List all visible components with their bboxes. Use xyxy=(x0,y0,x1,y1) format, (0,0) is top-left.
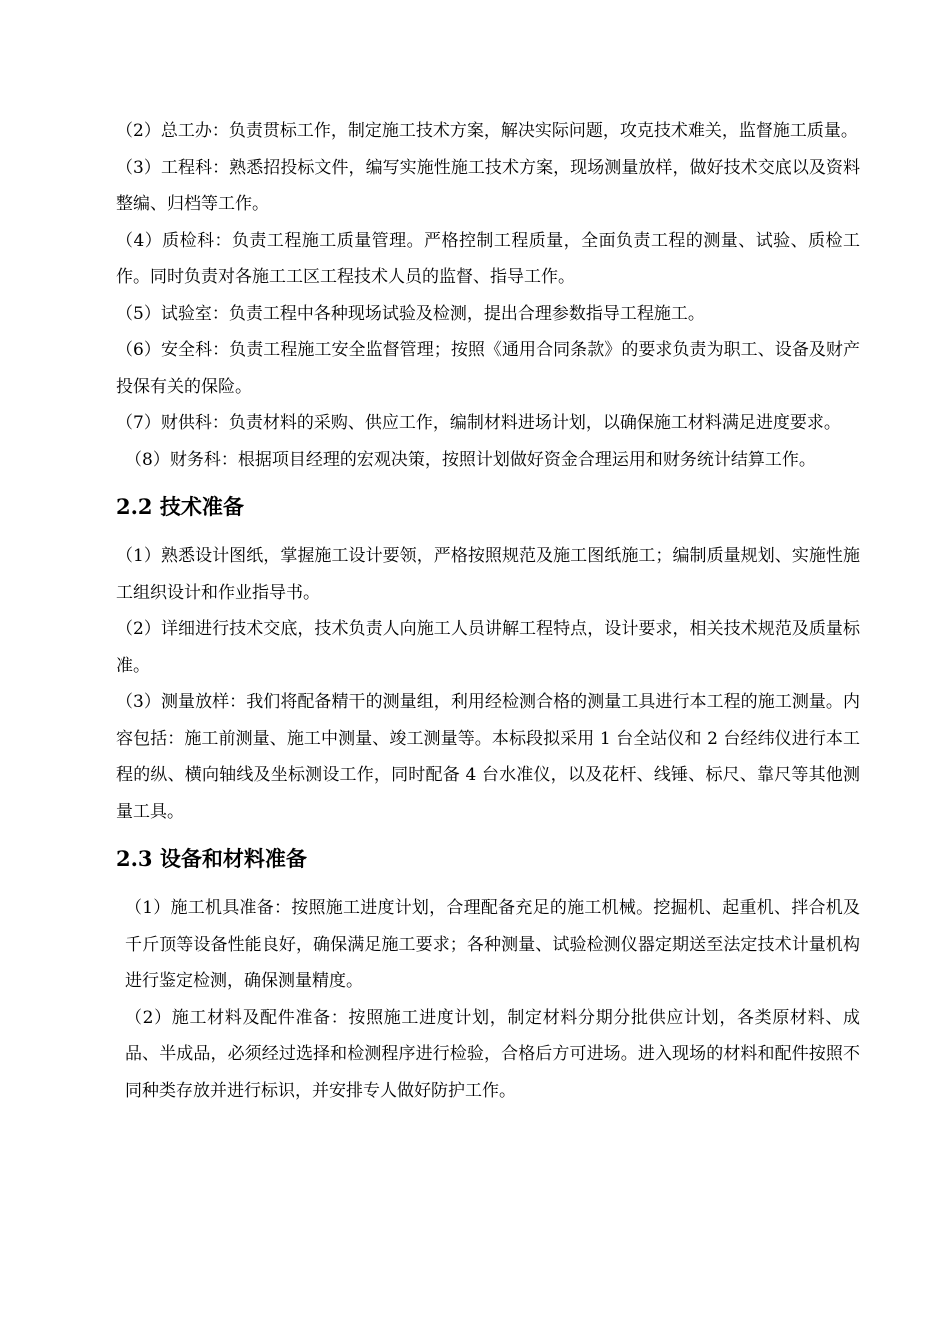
section-paragraph: （2）详细进行技术交底，技术负责人向施工人员讲解工程特点，设计要求，相关技术规范及质量标准。 xyxy=(116,619,860,676)
section-heading: 2.3 设备和材料准备 xyxy=(116,846,307,871)
duty-paragraph: （4）质检科：负责工程施工质量管理。严格控制工程质量，全面负责工程的测量、试验、质检工作。同时负责对各施工工区工程技术人员的监督、指导工作。 xyxy=(116,230,860,287)
duty-paragraph: （8）财务科：根据项目经理的宏观决策，按照计划做好资金合理运用和财务统计结算工作。 xyxy=(125,449,816,470)
section-paragraph: （1）施工机具准备：按照施工进度计划，合理配备充足的施工机械。挖掘机、起重机、拌合机及千斤顶等设备性能良好，确保满足施工要求；各种测量、试验检测仪器定期送至法定技术计量机构进行鉴定检测，确保测量精度。 xyxy=(125,898,860,991)
technical-preparation-section xyxy=(116,492,860,830)
section-paragraph: （3）测量放样：我们将配备精干的测量组，利用经检测合格的测量工具进行本工程的施工测量。内容包括：施工前测量、施工中测量、竣工测量等。本标段拟采用 1 台全站仪和 2 台经纬仪进行本工程的纵、横向轴线及坐标测设工作，同时配备 4 台水准仪，以及花杆、线锤、标尺、靠尺等其他测量工具。 xyxy=(116,692,860,822)
section-paragraph: （2）施工材料及配件准备：按照施工进度计划，制定材料分期分批供应计划，各类原材料、成品、半成品，必须经过选择和检测程序进行检验，合格后方可进场。进入现场的材料和配件按照不同种类存放并进行标识，并安排专人做好防护工作。 xyxy=(125,1007,860,1101)
org-duties-section xyxy=(116,113,860,478)
duty-paragraph: （5）试验室：负责工程中各种现场试验及检测，提出合理参数指导工程施工。 xyxy=(116,303,705,324)
duty-paragraph: （3）工程科：熟悉招投标文件，编写实施性施工技术方案，现场测量放样，做好技术交底以及资料整编、归档等工作。 xyxy=(116,157,860,214)
duty-paragraph: （2）总工办：负责贯标工作，制定施工技术方案，解决实际问题，攻克技术难关，监督施工质量。 xyxy=(116,121,858,141)
duty-paragraph: （7）财供科：负责材料的采购、供应工作，编制材料进场计划，以确保施工材料满足进度要求。 xyxy=(116,413,841,433)
equipment-materials-section xyxy=(116,844,860,1109)
duty-paragraph: （6）安全科：负责工程施工安全监督管理；按照《通用合同条款》的要求负责为职工、设备及财产投保有关的保险。 xyxy=(116,340,860,397)
section-heading: 2.2 技术准备 xyxy=(116,494,244,519)
section-paragraph: （1）熟悉设计图纸，掌握施工设计要领，严格按照规范及施工图纸施工；编制质量规划、实施性施工组织设计和作业指导书。 xyxy=(116,546,860,603)
document-body xyxy=(116,113,860,1109)
